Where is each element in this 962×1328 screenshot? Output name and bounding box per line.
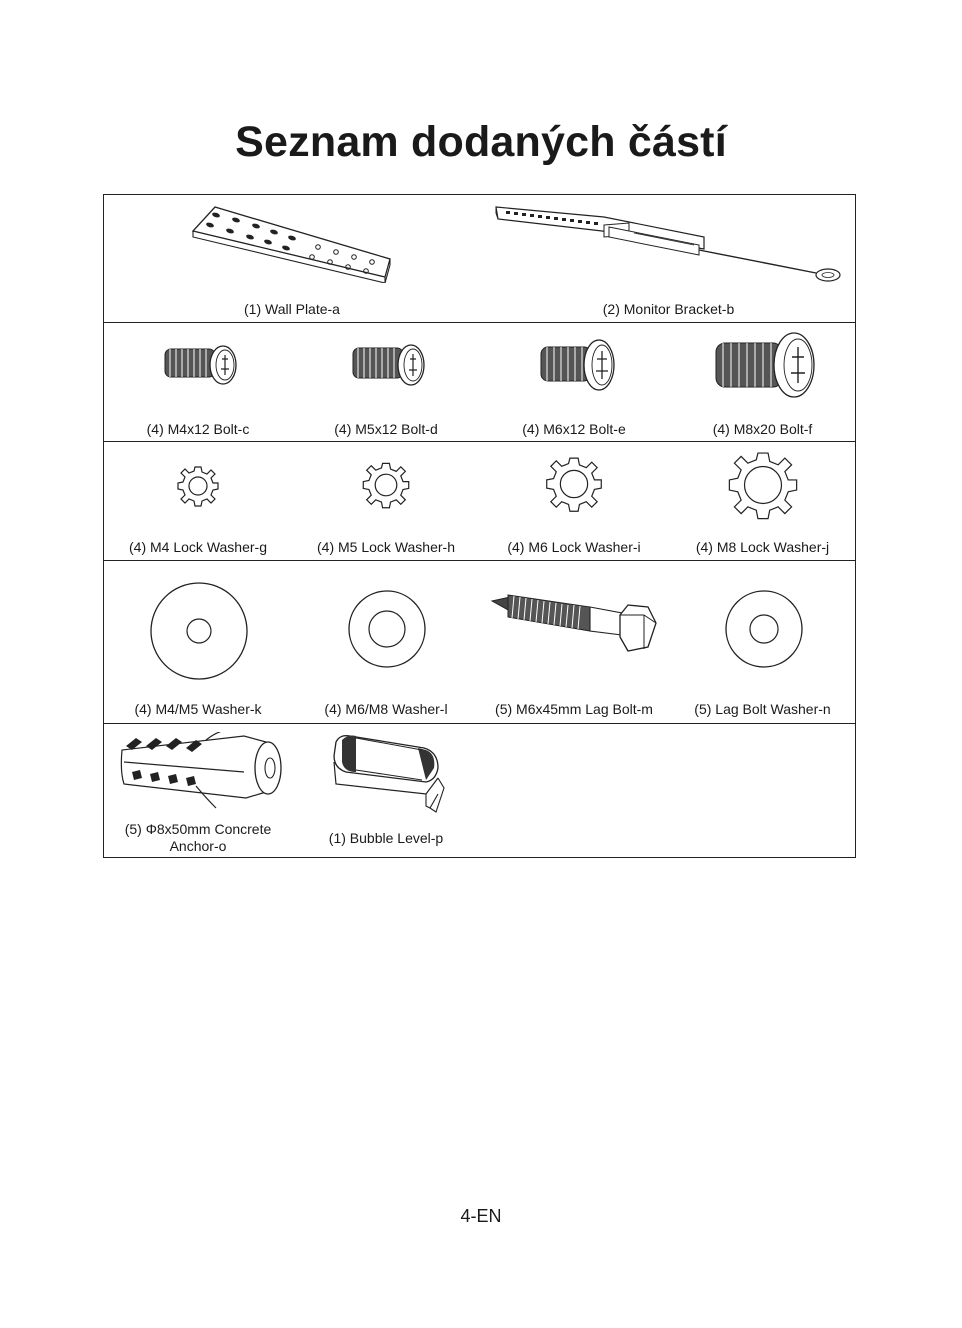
part-label: (1) Wall Plate-a bbox=[244, 301, 340, 317]
part-label: (5) Φ8x50mm Concrete Anchor-o bbox=[124, 821, 272, 854]
wall-plate-icon bbox=[190, 203, 396, 283]
parts-row-5 bbox=[104, 723, 855, 860]
monitor-bracket-icon bbox=[494, 203, 846, 285]
bolt-icon bbox=[159, 341, 239, 393]
part-cell-lock-washer-i bbox=[480, 442, 668, 561]
part-label: (2) Monitor Bracket-b bbox=[602, 301, 735, 317]
part-cell-bolt-d bbox=[292, 323, 480, 442]
part-label: (4) M6x12 Bolt-e bbox=[522, 421, 626, 437]
part-label: (1) Bubble Level-p bbox=[328, 830, 444, 846]
lag-bolt-icon bbox=[490, 591, 662, 661]
parts-row-1 bbox=[104, 195, 855, 322]
part-cell-lock-washer-h bbox=[292, 442, 480, 561]
part-cell-lag-bolt-m bbox=[480, 561, 668, 724]
part-cell-bolt-f bbox=[668, 323, 857, 442]
part-cell-wall-plate bbox=[104, 195, 480, 322]
parts-row-2 bbox=[104, 322, 855, 442]
part-cell-lock-washer-g bbox=[104, 442, 292, 561]
part-cell-washer-k bbox=[104, 561, 292, 724]
lock-washer-icon bbox=[361, 460, 411, 510]
lock-washer-icon bbox=[726, 448, 800, 522]
part-label: (4) M8x20 Bolt-f bbox=[712, 421, 813, 437]
washer-icon bbox=[347, 589, 427, 669]
bubble-level-icon bbox=[326, 732, 446, 816]
part-cell-monitor-bracket bbox=[480, 195, 857, 322]
part-cell-washer-n bbox=[668, 561, 857, 724]
part-label: (4) M5 Lock Washer-h bbox=[317, 539, 455, 555]
part-label: (4) M8 Lock Washer-j bbox=[695, 539, 830, 555]
parts-row-3 bbox=[104, 441, 855, 561]
washer-icon bbox=[149, 581, 249, 681]
part-cell-bolt-e bbox=[480, 323, 668, 442]
concrete-anchor-icon bbox=[116, 732, 284, 810]
parts-list-table bbox=[103, 194, 856, 858]
part-label: (4) M6/M8 Washer-l bbox=[324, 701, 448, 717]
washer-icon bbox=[724, 589, 804, 669]
lock-washer-icon bbox=[176, 464, 220, 508]
part-label: (4) M5x12 Bolt-d bbox=[334, 421, 438, 437]
bolt-icon bbox=[535, 337, 619, 399]
part-label: (5) Lag Bolt Washer-n bbox=[694, 701, 831, 717]
part-cell-concrete-anchor bbox=[104, 724, 292, 860]
part-cell-bolt-c bbox=[104, 323, 292, 442]
bolt-icon bbox=[347, 341, 427, 393]
lock-washer-icon bbox=[544, 454, 604, 514]
bolt-icon bbox=[710, 331, 820, 407]
part-cell-lock-washer-j bbox=[668, 442, 857, 561]
part-label: (5) M6x45mm Lag Bolt-m bbox=[495, 701, 653, 717]
page-number: 4-EN bbox=[460, 1206, 502, 1226]
parts-row-4 bbox=[104, 560, 855, 724]
part-label: (4) M6 Lock Washer-i bbox=[507, 539, 641, 555]
part-cell-bubble-level bbox=[292, 724, 480, 860]
part-label: (4) M4x12 Bolt-c bbox=[146, 421, 250, 437]
part-label: (4) M4 Lock Washer-g bbox=[129, 539, 267, 555]
page-title: Seznam dodaných částí bbox=[235, 118, 727, 166]
part-label: (4) M4/M5 Washer-k bbox=[134, 701, 262, 717]
part-cell-washer-l bbox=[292, 561, 480, 724]
